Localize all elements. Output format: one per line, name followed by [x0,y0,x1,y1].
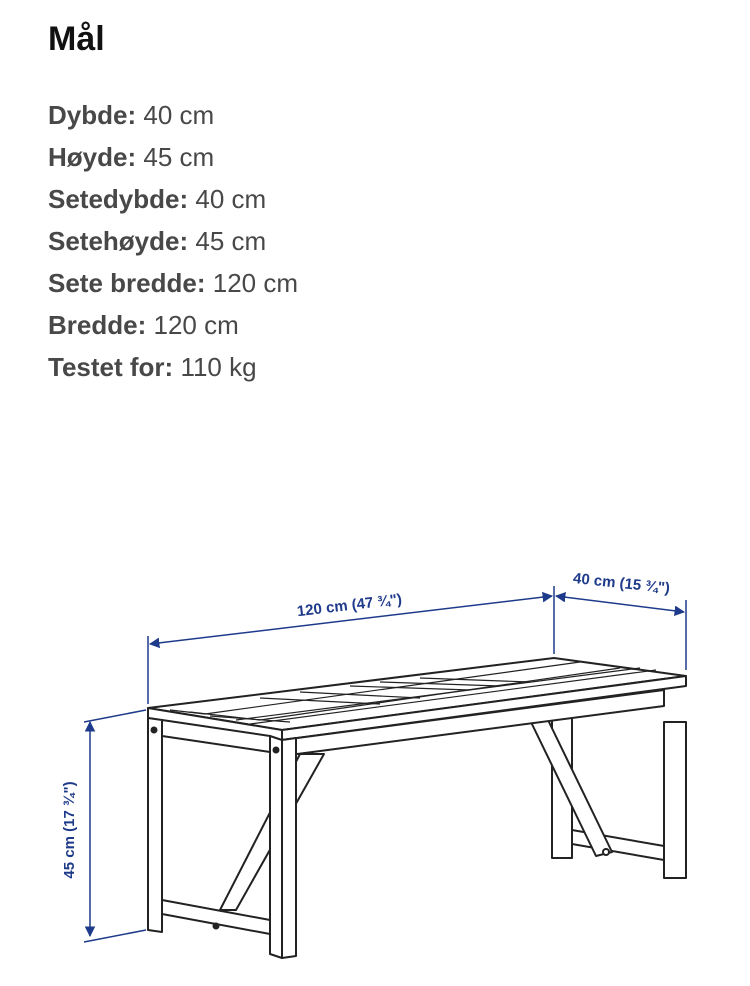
spec-label: Bredde: [48,310,147,340]
spec-value: 120 cm [153,310,239,340]
spec-value: 45 cm [143,142,215,172]
spec-value: 120 cm [212,268,298,298]
bench-leg-front-left [148,718,162,932]
spec-label: Setehøyde: [48,226,189,256]
spec-row-tested-for [48,346,298,388]
spec-label: Testet for: [48,352,174,382]
bench-dimension-drawing [0,540,750,986]
spec-row-width [48,304,298,346]
spec-label: Sete bredde: [48,268,206,298]
spec-value: 40 cm [143,100,215,130]
spec-row-depth [48,94,298,136]
spec-value: 40 cm [195,184,267,214]
bench-leg-front-right [270,736,282,958]
spec-row-seat-depth [48,178,298,220]
spec-row-height [48,136,298,178]
width-dimension-label: 120 cm (47 ¾") [296,590,403,621]
spec-row-seat-width [48,262,298,304]
dimension-list [48,94,298,388]
spec-value: 45 cm [195,226,267,256]
height-dimension-label: 45 cm (17 ¾") [61,781,78,879]
spec-row-seat-height [48,220,298,262]
depth-dimension [556,596,686,670]
height-dimension [84,710,146,942]
spec-label: Dybde: [48,100,137,130]
depth-dimension-label: 40 cm (15 ¾") [572,569,671,598]
spec-label: Setedybde: [48,184,189,214]
page-title: Mål [48,20,105,58]
bench-back-frame [530,716,686,878]
spec-value: 110 kg [180,352,257,382]
bench-leg-front-right-side [282,738,296,958]
bench-illustration [148,658,686,958]
spec-label: Høyde: [48,142,137,172]
